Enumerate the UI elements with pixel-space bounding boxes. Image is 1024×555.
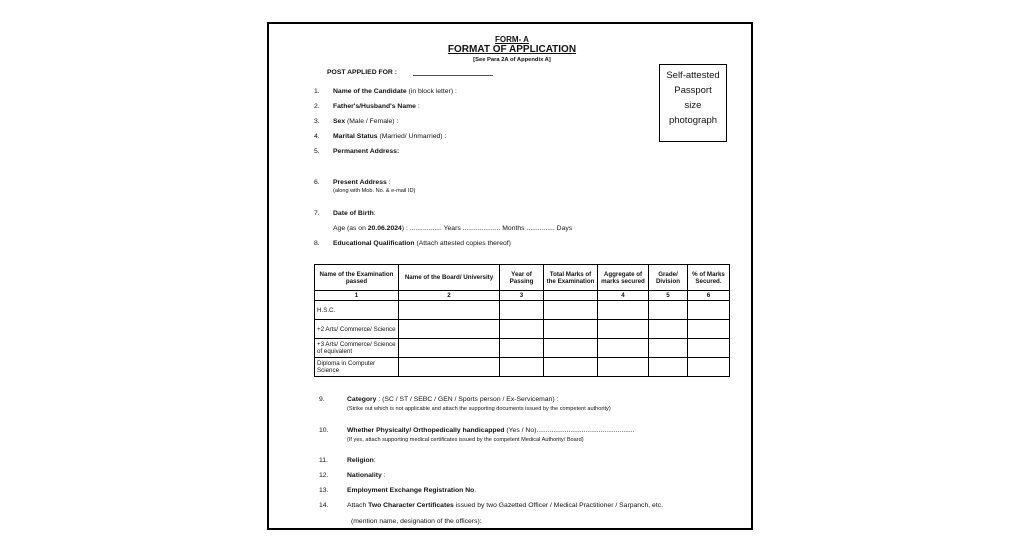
form-subtitle: FORMAT OF APPLICATION [447,44,577,55]
item-10 [347,427,635,434]
table-cell[interactable] [649,339,688,358]
post-applied-line[interactable] [413,75,493,76]
table-cell[interactable] [500,320,544,339]
table-cell[interactable] [598,301,649,320]
table-header: Total Marks of the Examination [544,265,598,291]
table-cell[interactable] [649,320,688,339]
table-cell[interactable] [500,301,544,320]
table-header: Name of the Examination passed [315,265,399,291]
item-9-label: Category [347,396,377,403]
item-10-sub: (If yes, attach supporting medical certificates issued by the competent Medical Authority/ Board) [347,437,584,443]
item-11 [347,457,376,464]
table-cell[interactable] [500,358,544,377]
table-header: Grade/ Division [649,265,688,291]
item-13-num: 13. [319,487,329,494]
item-4 [333,133,446,140]
item-4-note: (Married/ Unmarried) : [377,133,447,140]
table-cell[interactable] [688,301,730,320]
item-14 [347,502,663,509]
photo-box-line-4: photograph [668,115,718,126]
table-cell[interactable] [544,358,598,377]
item-1-num: 1. [314,88,320,95]
post-applied-row [327,69,493,76]
age-prefix: Age (as on [333,225,368,232]
table-cell[interactable] [649,358,688,377]
item-12-num: 12. [319,472,329,479]
photo-box-line-3: size [684,100,702,111]
photo-box-line-2: Passport [674,85,712,96]
item-8-num: 8. [314,240,320,247]
table-row [315,358,730,377]
age-row [333,225,572,232]
table-row [315,301,730,320]
item-14-pre: Attach [347,502,369,509]
form-reference: [See Para 2A of Appendix A] [473,57,551,63]
item-5-num: 5. [314,148,320,155]
item-14-note: issued by two Gazetted Officer / Medical Practitioner / Sarpanch, etc. [453,502,663,509]
item-2-label: Father's/Husband's Name [333,103,416,110]
item-9-sub: (Strike out which is not applicable and attach the supporting documents issued by the competent authority) [347,406,611,412]
row-exam-name: H.S.C. [315,301,399,320]
table-cell[interactable] [649,301,688,320]
item-10-note: (Yes / No).................................................... [504,427,635,434]
item-4-num: 4. [314,133,320,140]
item-8-note: (Attach attested copies thereof) [414,240,511,247]
table-cell[interactable] [500,339,544,358]
item-8 [333,240,511,247]
item-6-num: 6. [314,179,320,186]
item-1-note: (in block letter) : [406,88,457,95]
photo-box [659,64,727,142]
item-10-label: Whether Physically/ Orthopedically handicapped [347,427,505,434]
item-2 [333,103,420,110]
col-number: 5 [649,291,688,301]
item-14-sub: (mention name, designation of the officers): [351,518,482,525]
item-10-num: 10. [319,427,329,434]
item-7 [333,210,376,217]
item-8-label: Educational Qualification [333,240,415,247]
table-colnum-row [315,291,730,301]
col-number: 3 [500,291,544,301]
item-3 [333,118,398,125]
item-9-num: 9. [319,396,325,403]
table-header: % of Marks Secured. [688,265,730,291]
item-12-label: Nationality [347,472,382,479]
table-cell[interactable] [399,320,500,339]
application-form-page [267,22,753,530]
table-header: Year of Passing [500,265,544,291]
post-applied-label: POST APPLIED FOR : [327,69,397,76]
item-6-note: : [386,179,391,186]
table-cell[interactable] [598,339,649,358]
item-2-note: : [415,103,420,110]
age-suffix: ) : ................. Years .................... Months ............... Days [401,225,573,232]
table-cell[interactable] [688,339,730,358]
table-cell[interactable] [544,320,598,339]
col-number: 2 [399,291,500,301]
item-13-label: Employment Exchange Registration No [347,487,475,494]
table-cell[interactable] [399,301,500,320]
table-cell[interactable] [688,320,730,339]
item-3-num: 3. [314,118,320,125]
item-1-label: Name of the Candidate [333,88,407,95]
row-exam-name: Diploma in Computer Science [315,358,399,377]
table-cell[interactable] [688,358,730,377]
item-1 [333,88,457,95]
table-header-row [315,265,730,291]
item-5-label: Permanent Address: [333,148,400,155]
item-11-label: Religion [347,457,374,464]
item-9-note: : (SC / ST / SEBC / GEN / Sports person / Ex-Serviceman) : [376,396,559,403]
table-row [315,320,730,339]
item-14-label: Two Character Certificates [368,502,454,509]
table-row [315,339,730,358]
form-title: FORM- A [495,35,529,44]
item-3-label: Sex [333,118,346,125]
item-4-label: Marital Status [333,133,378,140]
item-12 [347,472,386,479]
item-9 [347,396,558,403]
item-6-sub: (along with Mob. No. & e-mail ID) [333,188,416,194]
item-11-num: 11. [319,457,328,464]
table-cell[interactable] [399,339,500,358]
col-number [544,291,598,301]
table-cell[interactable] [544,339,598,358]
item-7-num: 7. [314,210,320,217]
item-7-label: Date of Birth [333,210,374,217]
item-2-num: 2. [314,103,320,110]
table-header: Aggregate of marks secured [598,265,649,291]
item-12-note: : [381,472,386,479]
table-header: Name of the Board/ University [399,265,500,291]
item-14-num: 14. [319,502,329,509]
col-number: 1 [315,291,399,301]
photo-box-line-1: Self-attested [666,70,720,81]
table-cell[interactable] [598,358,649,377]
table-cell[interactable] [598,320,649,339]
item-3-note: (Male / Female) : [345,118,399,125]
table-cell[interactable] [544,301,598,320]
item-6 [333,179,391,186]
item-11-note: : [373,457,376,464]
item-6-label: Present Address [333,179,387,186]
col-number: 4 [598,291,649,301]
item-13-note: . [474,487,477,494]
row-exam-name: +3 Arts/ Commerce/ Science of equivalent [315,339,399,358]
col-number: 6 [688,291,730,301]
education-table [314,264,730,377]
age-date: 20.06.2024 [367,225,402,232]
row-exam-name: +2 Arts/ Commerce/ Science [315,320,399,339]
item-13 [347,487,476,494]
item-7-note: : [373,210,376,217]
table-cell[interactable] [399,358,500,377]
